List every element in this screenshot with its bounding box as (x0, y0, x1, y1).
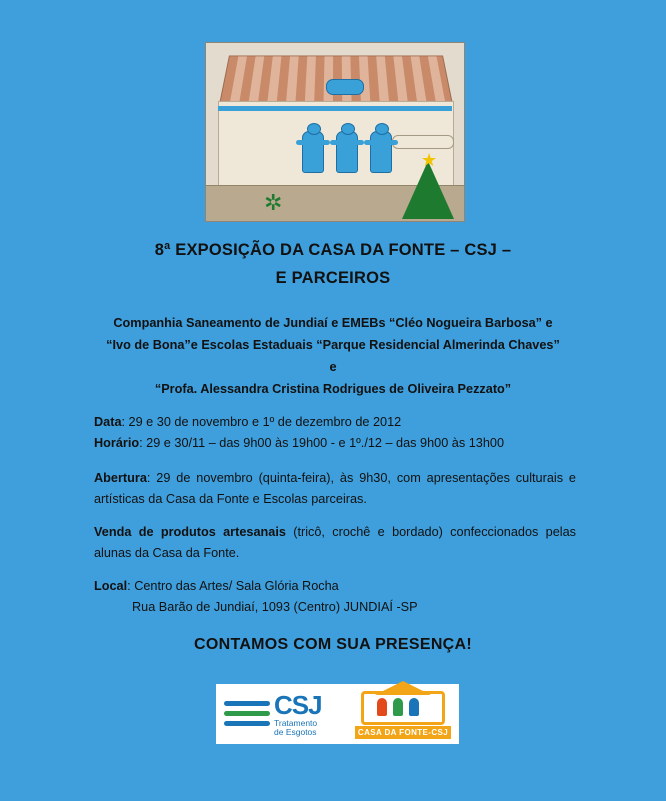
csj-logo-sub2: de Esgotos (274, 726, 317, 737)
hours-label: Horário (94, 436, 140, 450)
csj-logo-name: CSJ (274, 690, 322, 720)
person-icon (409, 698, 419, 716)
artwork-figure (302, 131, 324, 173)
artwork-right-arm (392, 135, 454, 149)
partners-line-1: Companhia Saneamento de Jundiaí e EMEBs “Cléo Nogueira Barbosa” e (113, 316, 553, 330)
partners-line-4: “Profa. Alessandra Cristina Rodrigues de Oliveira Pezzato” (154, 382, 512, 396)
partners-line-2: “Ivo de Bona”e Escolas Estaduais “Parque Residencial Almerinda Chaves” (106, 338, 560, 352)
artwork-bow (326, 79, 364, 95)
hours-value: : 29 e 30/11 – das 9h00 às 19h00 - e 1º./12 – das 9h00 às 13h00 (139, 436, 504, 450)
title-line-2: E PARCEIROS (275, 269, 391, 287)
date-label: Data (94, 415, 122, 429)
star-icon: ★ (421, 150, 438, 170)
casa-da-fonte-logo-label: CASA DA FONTE-CSJ (355, 726, 451, 739)
date-and-hours-block (94, 412, 576, 454)
csj-logo (224, 692, 322, 736)
date-row (94, 412, 576, 433)
person-icon (393, 698, 403, 716)
title-line-1: 8ª EXPOSIÇÃO DA CASA DA FONTE – CSJ – (154, 241, 512, 259)
page-title (0, 236, 666, 292)
venue-row (94, 576, 576, 597)
person-icon (377, 698, 387, 716)
opening-value: : 29 de novembro (quinta-feira), às 9h30, com apresentações culturais e artísticas da Casa da Fonte e Escolas parceiras. (94, 471, 576, 506)
artwork-left-arm (232, 135, 304, 147)
opening-block (94, 468, 576, 510)
opening-label: Abertura (94, 471, 147, 485)
house-icon (361, 691, 445, 725)
water-waves-icon (224, 697, 270, 731)
csj-logo-sub1: Tratamento (274, 718, 318, 728)
artwork-figure (336, 131, 358, 173)
sale-block (94, 522, 576, 564)
artwork-wall-band (218, 106, 452, 111)
sale-label: Venda de produtos artesanais (94, 525, 286, 539)
venue-block (94, 576, 576, 618)
venue-label: Local (94, 579, 128, 593)
artwork-image (205, 42, 465, 222)
hours-row (94, 433, 576, 454)
partners-block (76, 312, 590, 400)
csj-logo-text (274, 692, 322, 736)
artwork-figure (370, 131, 392, 173)
closing-line: CONTAMOS COM SUA PRESENÇA! (193, 636, 473, 653)
casa-da-fonte-logo (355, 689, 451, 739)
venue-value: : Centro das Artes/ Sala Glória Rocha (127, 579, 339, 593)
logo-strip (216, 684, 459, 744)
venue-address: Rua Barão de Jundiaí, 1093 (Centro) JUNDIAÍ -SP (132, 600, 418, 614)
sale-value: (tricô, crochê e bordado) confeccionados pelas alunas da Casa da Fonte. (94, 525, 577, 560)
date-value: : 29 e 30 de novembro e 1º de dezembro de 2012 (121, 415, 402, 429)
partners-line-3: e (329, 360, 337, 374)
plant-icon: ✲ (264, 191, 283, 216)
